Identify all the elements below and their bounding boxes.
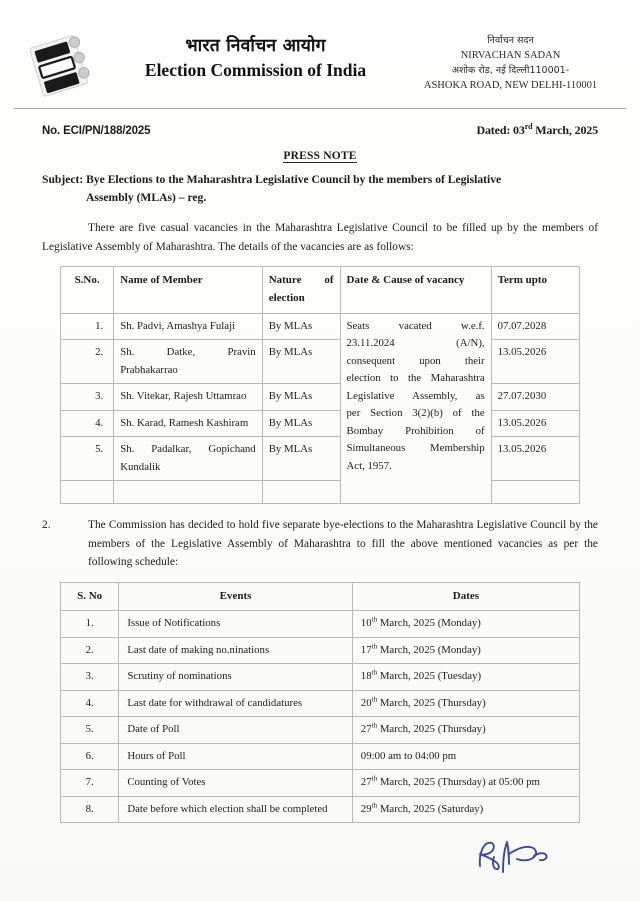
schedule-table-body <box>61 611 580 823</box>
cell-event: Issue of Notifications <box>119 611 352 637</box>
table-row <box>61 770 580 796</box>
subject-text-line1: Bye Elections to the Maharashtra Legislative Council by the members of Legislative <box>86 173 502 186</box>
cell-sno: 4. <box>61 690 119 716</box>
logo-container <box>22 30 108 98</box>
date-rest: March, 2025 (Tuesday) <box>377 670 482 683</box>
column-header-term: Term upto <box>491 267 579 314</box>
date-rest: March, 2025 (Thursday) <box>377 696 486 709</box>
date-number: 29 <box>360 802 372 815</box>
cause-line-6: per Section 3(2)(b) of the <box>346 407 485 420</box>
filler-cell-nature <box>262 481 340 504</box>
column-header-sno: S.No. <box>61 267 114 314</box>
column-header-sno: S. No <box>61 582 119 611</box>
vacancy-table <box>60 266 580 504</box>
cell-sno: 6. <box>61 743 119 769</box>
press-note-number: No. ECI/PN/188/2025 <box>42 125 151 137</box>
table-header-row <box>61 267 580 314</box>
cell-nature: By MLAs <box>262 340 340 384</box>
table-row <box>61 437 580 481</box>
table-row <box>61 384 580 410</box>
cell-sno: 8. <box>61 796 119 822</box>
cell-sno: 2. <box>61 340 114 384</box>
date-ordinal-suffix: th <box>371 668 378 677</box>
address-line-hindi-2: अशोक रोड, नई दिल्ली110001- <box>451 64 570 76</box>
date-rest: March, 2025 (Monday) <box>377 617 481 630</box>
cell-event: Scrutiny of nominations <box>119 664 352 690</box>
date-rest: March, 2025 (Thursday) <box>377 723 486 736</box>
cell-date <box>352 664 579 690</box>
date-number: 20 <box>360 696 372 709</box>
cell-cause-merged <box>340 313 491 503</box>
header-divider <box>14 108 626 109</box>
cell-date <box>352 770 579 796</box>
table-header-row <box>61 582 580 611</box>
table-filler-row <box>61 481 580 504</box>
press-note-heading <box>0 150 640 162</box>
cell-event: Hours of Poll <box>119 743 352 769</box>
cell-event: Date before which election shall be completed <box>119 796 352 822</box>
date-ordinal-suffix: th <box>371 615 378 624</box>
cause-line-3: consequent upon their <box>346 354 485 367</box>
cell-sno: 2. <box>61 637 119 663</box>
cell-sno: 3. <box>61 664 119 690</box>
cause-line-4: election to the Maharashtra <box>346 372 485 385</box>
date-number: 18 <box>360 670 372 683</box>
title-english: Election Commission of India <box>144 59 367 80</box>
cell-event: Last date of making no.ninations <box>119 637 352 663</box>
table-row <box>61 690 580 716</box>
address-line-english-1: NIRVACHAN SADAN <box>460 50 561 62</box>
subject-block <box>42 171 598 206</box>
intro-paragraph <box>42 219 598 256</box>
date-number: 27 <box>360 776 372 789</box>
cell-nature: By MLAs <box>262 410 340 436</box>
date-number: 10 <box>360 617 372 630</box>
organisation-title <box>108 30 403 82</box>
filler-cell-name <box>114 481 263 504</box>
cell-nature: By MLAs <box>262 384 340 410</box>
cell-date: 09:00 am to 04:00 pm <box>352 743 579 769</box>
schedule-table <box>60 582 580 824</box>
cause-line-1: Seats vacated w.e.f. <box>346 319 485 332</box>
cell-date <box>352 611 579 637</box>
cell-nature: By MLAs <box>262 313 340 339</box>
reference-line <box>0 109 640 138</box>
table-row <box>61 611 580 637</box>
cell-term: 27.07.2030 <box>491 384 579 410</box>
cell-name <box>114 340 263 384</box>
paragraph-2-text: The Commission has decided to hold five separate bye-elections to the Maharashtra Legislative Council by the members of the Legislative Assembly of Maharashtra to fill the above mentioned vacancies as per the following schedule: <box>88 519 598 569</box>
signature-area <box>470 832 590 880</box>
cell-sno: 1. <box>61 313 114 339</box>
handwritten-signature-icon <box>470 832 590 880</box>
cell-sno: 4. <box>61 410 114 436</box>
paragraph-2 <box>42 516 598 571</box>
address-line-hindi-1: निर्वाचन सदन <box>487 35 534 46</box>
title-hindi: भारत निर्वाचन आयोग <box>185 36 326 56</box>
cell-term: 13.05.2026 <box>491 437 579 481</box>
cell-date <box>352 717 579 743</box>
column-header-events: Events <box>119 582 352 611</box>
cell-term: 13.05.2026 <box>491 410 579 436</box>
document-date <box>476 123 598 138</box>
date-rest: March, 2025 (Saturday) <box>377 802 484 815</box>
cell-event: Date of Poll <box>119 717 352 743</box>
date-ordinal-suffix: th <box>371 774 378 783</box>
cell-nature: By MLAs <box>262 437 340 481</box>
nature-header-line1: Nature of <box>268 274 334 287</box>
filler-cell-sno <box>61 481 114 504</box>
table-row <box>61 717 580 743</box>
date-ordinal-suffix: rd <box>524 122 533 131</box>
subject-label: Subject: <box>42 173 84 186</box>
address-block <box>403 30 618 93</box>
cause-line-2: 23.11.2024 (A/N), <box>346 337 485 350</box>
press-note-heading-text: PRESS NOTE <box>283 150 357 162</box>
filler-cell-term <box>491 481 579 504</box>
date-prefix: Dated: 03 <box>476 123 525 137</box>
cell-sno: 3. <box>61 384 114 410</box>
eci-ballot-unit-logo-icon <box>30 34 100 98</box>
date-rest: March, 2025 (Monday) <box>377 643 481 656</box>
date-ordinal-suffix: th <box>371 801 378 810</box>
date-ordinal-suffix: th <box>371 721 378 730</box>
cell-name-line2: Kundalik <box>120 460 161 473</box>
address-line-english-2: ASHOKA ROAD, NEW DELHI-110001 <box>423 79 598 91</box>
cell-date <box>352 796 579 822</box>
column-header-nature <box>262 267 340 314</box>
cause-line-9: Act, 1957. <box>346 459 392 472</box>
cell-date <box>352 690 579 716</box>
table-row <box>61 637 580 663</box>
column-header-cause: Date & Cause of vacancy <box>340 267 491 314</box>
document-masthead <box>0 0 640 98</box>
cell-sno: 5. <box>61 717 119 743</box>
cell-sno: 1. <box>61 611 119 637</box>
cell-event: Counting of Votes <box>119 770 352 796</box>
cell-name-line2: Prabhakarrao <box>120 363 178 376</box>
cell-sno: 7. <box>61 770 119 796</box>
intro-paragraph-text: There are five casual vacancies in the Maharashtra Legislative Council to be filled up by the members of Legislative Assembly of Maharashtra. The details of the vacancies are as follows: <box>42 222 598 253</box>
date-ordinal-suffix: th <box>371 695 378 704</box>
nature-header-line2: election <box>268 291 305 304</box>
paragraph-2-number: 2. <box>42 519 51 532</box>
cell-name-line1: Sh. Padalkar, Gopichand <box>120 443 256 456</box>
date-suffix: March, 2025 <box>532 123 598 137</box>
cell-term: 13.05.2026 <box>491 340 579 384</box>
cell-name: Sh. Karad, Ramesh Kashiram <box>114 410 263 436</box>
table-row <box>61 313 580 339</box>
date-number: 27 <box>360 723 372 736</box>
cell-event: Last date for withdrawal of candidatures <box>119 690 352 716</box>
cell-date <box>352 637 579 663</box>
cell-sno: 5. <box>61 437 114 481</box>
subject-text-line2: Assembly (MLAs) – reg. <box>86 190 207 204</box>
cell-name <box>114 437 263 481</box>
cell-name: Sh. Vitekar, Rajesh Uttamrao <box>114 384 263 410</box>
cell-name: Sh. Padvi, Amashya Fulaji <box>114 313 263 339</box>
date-ordinal-suffix: th <box>371 642 378 651</box>
table-row <box>61 410 580 436</box>
column-header-dates: Dates <box>352 582 579 611</box>
cell-name-line1: Sh. Datke, Pravin <box>120 346 256 359</box>
cause-line-7: Bombay Prohibition of <box>346 424 485 437</box>
column-header-name: Name of Member <box>114 267 263 314</box>
date-rest: March, 2025 (Thursday) at 05:00 pm <box>377 776 540 789</box>
date-number: 17 <box>360 643 372 656</box>
table-row <box>61 743 580 769</box>
cause-line-5: Legislative Assembly, as <box>346 389 485 402</box>
cause-line-8: Simultaneous Membership <box>346 442 485 455</box>
table-row <box>61 796 580 822</box>
cell-term: 07.07.2028 <box>491 313 579 339</box>
table-row <box>61 340 580 384</box>
table-row <box>61 664 580 690</box>
